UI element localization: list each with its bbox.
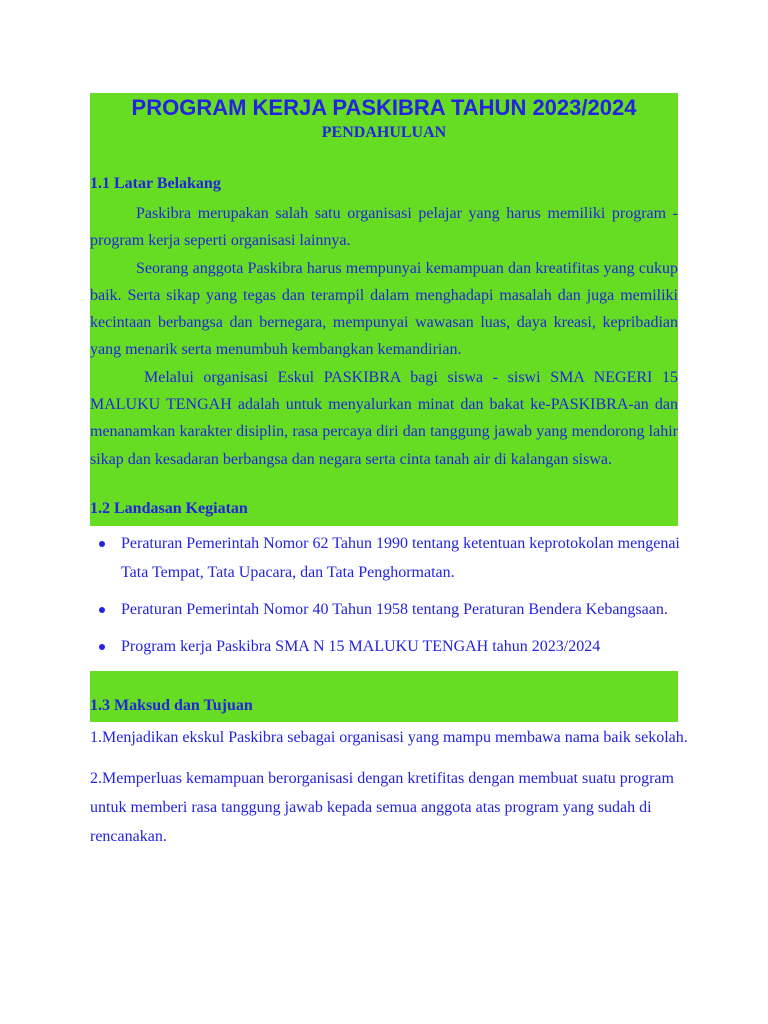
list-item-text: Peraturan Pemerintah Nomor 40 Tahun 1958 tentang Peraturan Bendera Kebangsaan. xyxy=(121,600,668,618)
document-subtitle: PENDAHULUAN xyxy=(321,124,447,141)
purpose-point-1: 1.Menjadikan ekskul Paskibra sebagai organisasi yang mampu membawa nama baik sekolah. xyxy=(90,728,688,746)
highlight-block-maksud xyxy=(90,671,678,722)
bullet-icon xyxy=(99,644,105,650)
document-page xyxy=(90,93,688,851)
bullet-icon xyxy=(99,607,105,613)
landasan-list xyxy=(90,529,690,661)
list-item xyxy=(90,595,690,624)
paragraph-2: Seorang anggota Paskibra harus mempunyai kemampuan dan kreatifitas yang cukup baik. Serta sikap yang tegas dan terampil dalam menghadapi masalah dan juga memiliki kecintaan berbangsa dan bernegara, mempunyai wawasan luas, daya kreasi, kepribadian yang menarik serta menumbuh kembangkan kemandirian. xyxy=(90,259,678,359)
list-item xyxy=(90,632,690,661)
list-item xyxy=(90,529,690,587)
highlight-block-intro xyxy=(90,93,678,526)
bullet-icon xyxy=(99,541,105,547)
paragraph-1: Paskibra merupakan salah satu organisasi pelajar yang harus memiliki program - program kerja seperti organisasi lainnya. xyxy=(90,205,678,250)
section-heading-maksud-tujuan: 1.3 Maksud dan Tujuan xyxy=(90,696,253,714)
list-item-text: Program kerja Paskibra SMA N 15 MALUKU TENGAH tahun 2023/2024 xyxy=(121,637,601,655)
paragraph-3: Melalui organisasi Eskul PASKIBRA bagi siswa - siswi SMA NEGERI 15 MALUKU TENGAH adalah untuk menyalurkan minat dan bakat ke-PASKIBRA-an dan menanamkan karakter disiplin, rasa percaya diri dan tanggung jawab yang mendorong lahir sikap dan kesadaran berbangsa dan negara serta cinta tanah air di kalangan siswa. xyxy=(90,368,678,468)
list-item-text: Peraturan Pemerintah Nomor 62 Tahun 1990 tentang ketentuan keprotokolan mengenai Tata Tempat, Tata Upacara, dan Tata Penghormatan. xyxy=(121,534,680,581)
section-heading-latar-belakang: 1.1 Latar Belakang xyxy=(90,175,221,192)
document-title: PROGRAM KERJA PASKIBRA TAHUN 2023/2024 xyxy=(131,95,637,120)
purpose-point-2: 2.Memperluas kemampuan berorganisasi dengan kretifitas dengan membuat suatu program untuk memberi rasa tanggung jawab kepada semua anggota atas program yang sudah di rencanakan. xyxy=(90,769,674,845)
section-heading-landasan-kegiatan: 1.2 Landasan Kegiatan xyxy=(90,499,248,517)
